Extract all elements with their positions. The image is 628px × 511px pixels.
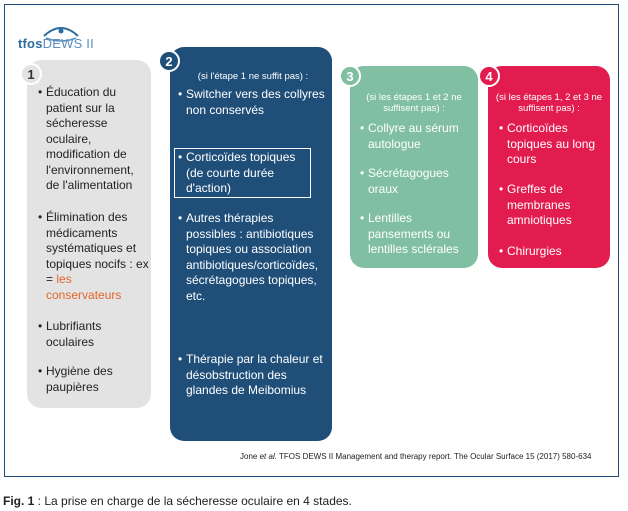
step-2-item-text: Autres thérapies possibles : antibiotiques topiques ou association antibiotiques/corticoïdes, sécrétagogues topiques, etc. <box>186 211 319 303</box>
step-4-item: • Chirurgies <box>499 244 562 258</box>
logo-brand-suffix: DEWS II <box>42 36 94 51</box>
caption-label: Fig. 1 <box>3 494 35 508</box>
step-2-item-text: Switcher vers des collyres non conservés <box>186 87 325 117</box>
step-3-item: • Sécrétagogues oraux <box>360 166 449 196</box>
step-2-condition: (si l'étape 1 ne suffit pas) : <box>197 71 309 82</box>
step-2-item: • Switcher vers des collyres non conservés <box>178 87 325 117</box>
citation-etal: et al. <box>259 452 277 461</box>
step-3-badge: 3 <box>339 65 361 87</box>
step-4-item-text: Chirurgies <box>507 244 562 258</box>
logo-text <box>18 36 94 51</box>
step-1-highlight-text: les conservateurs <box>46 272 122 302</box>
step-3-item-text: Sécrétagogues oraux <box>368 166 449 196</box>
step-4-condition: (si les étapes 1, 2 et 3 ne suffisent pas) : <box>495 92 603 114</box>
step-1-item: • Lubrifiants oculaires <box>38 319 102 349</box>
logo-brand-prefix: tfos <box>18 36 43 51</box>
step-1-item: • Hygiène des paupières <box>38 364 113 394</box>
step-1-item: • Élimination des médicaments systématiques et topiques nocifs : ex = les conservateurs <box>38 210 149 302</box>
step-3-item: • Lentilles pansements ou lentilles sclérales <box>360 211 459 256</box>
figure-caption <box>3 494 352 508</box>
step-4-item-text: Greffes de membranes amniotiques <box>507 182 572 227</box>
step-3-item: • Collyre au sérum autologue <box>360 121 459 151</box>
step-4-item-text: Corticoïdes topiques au long cours <box>507 121 596 166</box>
step-2-item: • Autres thérapies possibles : antibiotiques topiques ou association antibiotiques/corticoïdes, sécrétagogues topiques, etc. <box>178 211 319 303</box>
step-2-item-text: Thérapie par la chaleur et désobstruction des glandes de Meibomius <box>186 352 323 397</box>
step-2-item: • Corticoïdes topiques (de courte durée d'action) <box>178 150 296 195</box>
step-3-item-text: Lentilles pansements ou lentilles sclérales <box>368 211 459 256</box>
step-4-badge: 4 <box>478 65 500 87</box>
step-1-badge: 1 <box>20 63 42 85</box>
step-3-item-text: Collyre au sérum autologue <box>368 121 459 151</box>
step-2-item-text: Corticoïdes topiques (de courte durée d'action) <box>186 150 296 195</box>
step-2-badge: 2 <box>158 50 180 72</box>
step-4-item: • Corticoïdes topiques au long cours <box>499 121 596 166</box>
step-1-item-text: Éducation du patient sur la sécheresse oculaire, modification de l'environnement, de l'alimentation <box>46 85 134 192</box>
step-1-item-text: Lubrifiants oculaires <box>46 319 102 349</box>
step-1-item: • Éducation du patient sur la sécheresse oculaire, modification de l'environnement, de l'alimentation <box>38 85 134 192</box>
step-1-item-text: Hygiène des paupières <box>46 364 113 394</box>
citation <box>240 452 591 461</box>
citation-text: TFOS DEWS II Management and therapy report. The Ocular Surface 15 (2017) 580-634 <box>279 452 592 461</box>
citation-author: Jone <box>240 452 258 461</box>
step-1-item-text: Élimination des médicaments systématiques et topiques nocifs : ex = <box>46 210 149 286</box>
step-3-condition: (si les étapes 1 et 2 ne suffisent pas) : <box>366 92 462 114</box>
caption-text: : La prise en charge de la sécheresse oculaire en 4 stades. <box>34 494 352 508</box>
step-2-item: • Thérapie par la chaleur et désobstruction des glandes de Meibomius <box>178 352 323 397</box>
step-4-item: • Greffes de membranes amniotiques <box>499 182 572 227</box>
